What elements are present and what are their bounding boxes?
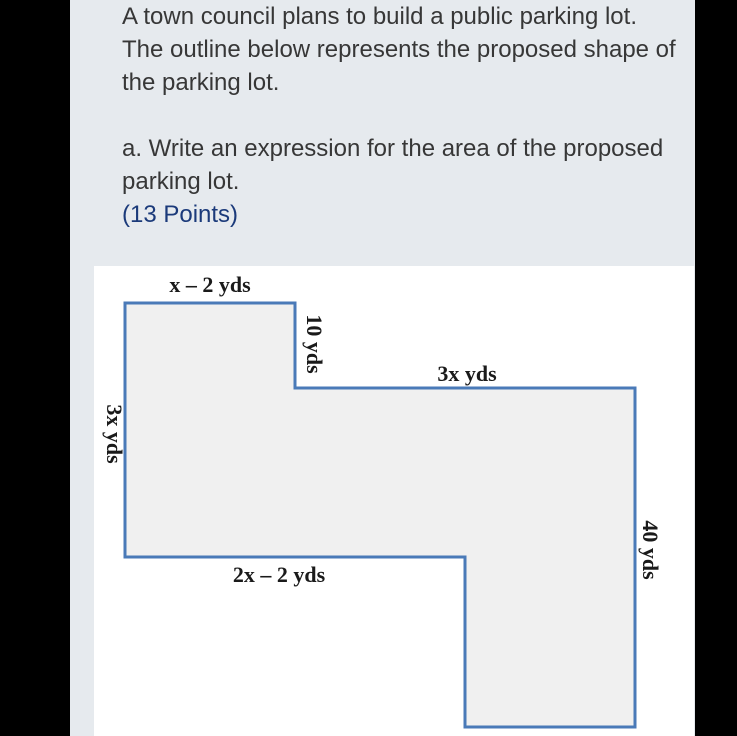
points-label: (13 Points) <box>122 201 239 228</box>
label-left-height: 3x yds <box>102 404 127 464</box>
question-intro: A town council plans to build a public parking lot. The outline below represents the proposed shape of the parking lot. <box>122 3 676 96</box>
label-right-height: 40 yds <box>638 520 663 580</box>
label-inner-vertical: 10 yds <box>302 314 327 374</box>
label-top-left-width: x – 2 yds <box>169 272 251 297</box>
label-middle-width: 2x – 2 yds <box>232 562 326 587</box>
label-top-right-width: 3x yds <box>437 361 497 386</box>
figure-panel <box>94 266 694 736</box>
part-a-prompt: a. Write an expression for the area of the proposed parking lot. <box>122 135 664 195</box>
question-card <box>70 0 695 736</box>
question-part-a <box>122 132 682 231</box>
parking-lot-figure <box>94 266 694 736</box>
parking-lot-outline <box>125 303 635 727</box>
